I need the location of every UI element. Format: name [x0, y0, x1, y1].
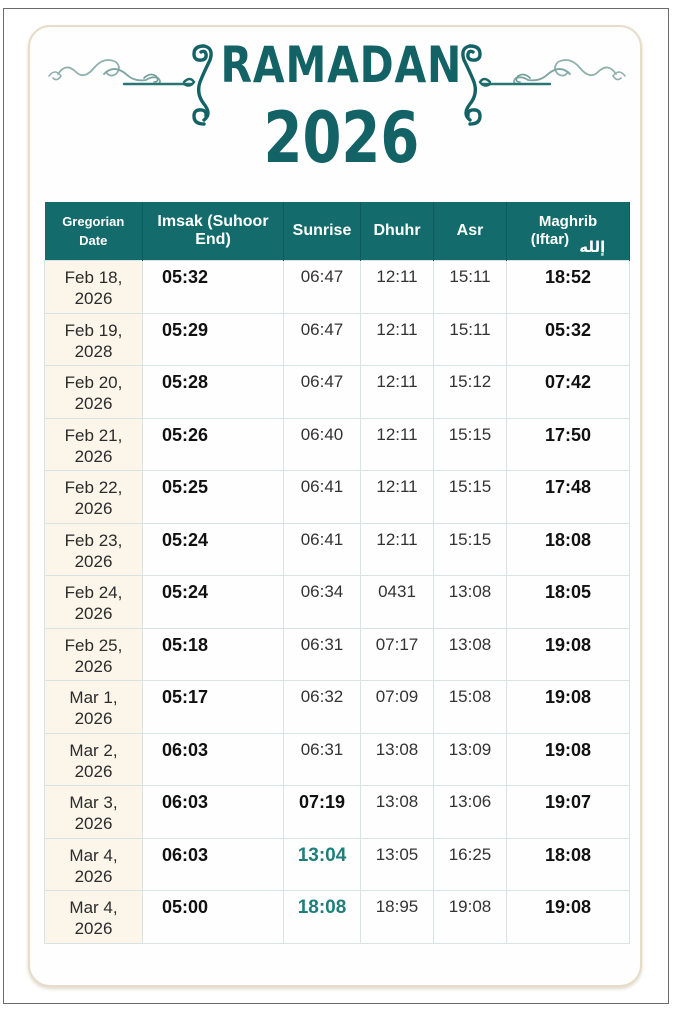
- sunrise-cell: 06:34: [284, 576, 361, 629]
- table-row: [45, 471, 630, 524]
- page-title: RAMADAN: [220, 36, 463, 94]
- date-cell: Feb 23, 2026: [45, 523, 143, 576]
- dhuhr-cell: 12:11: [361, 471, 434, 524]
- arabic-calligraphy-icon: إلله: [579, 239, 606, 256]
- imsak-cell: 05:18: [143, 628, 284, 681]
- asr-cell: 13:08: [434, 576, 507, 629]
- page-year: 2026: [263, 97, 420, 179]
- asr-cell: 15:15: [434, 471, 507, 524]
- header-label: Asr: [456, 222, 484, 239]
- asr-cell: 13:06: [434, 786, 507, 839]
- maghrib-cell: 18:52: [507, 261, 630, 314]
- table-row: [45, 418, 630, 471]
- column-header-dhuhr: [361, 202, 434, 261]
- imsak-cell: 05:28: [143, 366, 284, 419]
- imsak-cell: 05:32: [143, 261, 284, 314]
- imsak-cell: 05:25: [143, 471, 284, 524]
- dhuhr-cell: 13:08: [361, 733, 434, 786]
- asr-cell: 15:08: [434, 681, 507, 734]
- imsak-cell: 05:26: [143, 418, 284, 471]
- imsak-cell: 05:24: [143, 576, 284, 629]
- table-row: [45, 786, 630, 839]
- sunrise-cell: 06:40: [284, 418, 361, 471]
- date-cell: Mar 1, 2026: [45, 681, 143, 734]
- maghrib-cell: 18:08: [507, 523, 630, 576]
- column-header-maghrib: [507, 202, 630, 261]
- sunrise-cell: 18:08: [284, 891, 361, 944]
- date-cell: Feb 21, 2026: [45, 418, 143, 471]
- dhuhr-cell: 13:05: [361, 838, 434, 891]
- sunrise-cell: 06:32: [284, 681, 361, 734]
- maghrib-cell: 19:08: [507, 733, 630, 786]
- prayer-timetable: [44, 202, 629, 944]
- table-row: [45, 313, 630, 366]
- maghrib-cell: 19:08: [507, 681, 630, 734]
- table-row: [45, 891, 630, 944]
- maghrib-cell: 19:08: [507, 891, 630, 944]
- date-cell: Mar 3, 2026: [45, 786, 143, 839]
- imsak-cell: 05:24: [143, 523, 284, 576]
- maghrib-cell: 18:05: [507, 576, 630, 629]
- column-header-asr: [434, 202, 507, 261]
- header-label: Date: [79, 233, 108, 248]
- table-row: [45, 681, 630, 734]
- table-row: [45, 261, 630, 314]
- sunrise-cell: 06:41: [284, 523, 361, 576]
- asr-cell: 15:15: [434, 523, 507, 576]
- maghrib-cell: 07:42: [507, 366, 630, 419]
- sunrise-cell: 06:31: [284, 733, 361, 786]
- sunrise-cell: 06:47: [284, 261, 361, 314]
- date-cell: Feb 19, 2028: [45, 313, 143, 366]
- header-label: Imsak (Suhoor: [157, 213, 269, 230]
- maghrib-cell: 19:07: [507, 786, 630, 839]
- maghrib-cell: 17:48: [507, 471, 630, 524]
- maghrib-cell: 17:50: [507, 418, 630, 471]
- column-header-date: [45, 202, 143, 261]
- table-row: [45, 628, 630, 681]
- sunrise-cell: 07:19: [284, 786, 361, 839]
- sunrise-cell: 13:04: [284, 838, 361, 891]
- dhuhr-cell: 0431: [361, 576, 434, 629]
- dhuhr-cell: 07:09: [361, 681, 434, 734]
- date-cell: Mar 2, 2026: [45, 733, 143, 786]
- asr-cell: 19:08: [434, 891, 507, 944]
- header-label: Sunrise: [292, 222, 352, 239]
- title-block: [0, 36, 683, 179]
- table-header-row: [45, 202, 630, 261]
- imsak-cell: 06:03: [143, 733, 284, 786]
- date-cell: Feb 20, 2026: [45, 366, 143, 419]
- date-cell: Feb 25, 2026: [45, 628, 143, 681]
- asr-cell: 15:15: [434, 418, 507, 471]
- imsak-cell: 06:03: [143, 786, 284, 839]
- date-cell: Feb 24, 2026: [45, 576, 143, 629]
- maghrib-cell: 05:32: [507, 313, 630, 366]
- header-label: End): [195, 231, 231, 248]
- asr-cell: 13:08: [434, 628, 507, 681]
- imsak-cell: 05:00: [143, 891, 284, 944]
- asr-cell: 15:12: [434, 366, 507, 419]
- sunrise-cell: 06:41: [284, 471, 361, 524]
- imsak-cell: 05:29: [143, 313, 284, 366]
- date-cell: Mar 4, 2026: [45, 838, 143, 891]
- maghrib-cell: 18:08: [507, 838, 630, 891]
- table-row: [45, 366, 630, 419]
- dhuhr-cell: 07:17: [361, 628, 434, 681]
- dhuhr-cell: 12:11: [361, 366, 434, 419]
- sunrise-cell: 06:47: [284, 313, 361, 366]
- dhuhr-cell: 12:11: [361, 261, 434, 314]
- table-row: [45, 523, 630, 576]
- dhuhr-cell: 12:11: [361, 523, 434, 576]
- imsak-cell: 05:17: [143, 681, 284, 734]
- column-header-imsak: [143, 202, 284, 261]
- table-row: [45, 576, 630, 629]
- column-header-sunrise: [284, 202, 361, 261]
- asr-cell: 16:25: [434, 838, 507, 891]
- header-label: Dhuhr: [373, 222, 421, 239]
- date-cell: Mar 4, 2026: [45, 891, 143, 944]
- date-cell: Feb 22, 2026: [45, 471, 143, 524]
- table-row: [45, 733, 630, 786]
- sunrise-cell: 06:47: [284, 366, 361, 419]
- header-label: Maghrib: [538, 213, 598, 230]
- header-label: (Iftar): [530, 231, 570, 248]
- asr-cell: 13:09: [434, 733, 507, 786]
- dhuhr-cell: 12:11: [361, 418, 434, 471]
- asr-cell: 15:11: [434, 261, 507, 314]
- dhuhr-cell: 12:11: [361, 313, 434, 366]
- header-label: Gregorian: [62, 214, 125, 229]
- maghrib-cell: 19:08: [507, 628, 630, 681]
- imsak-cell: 06:03: [143, 838, 284, 891]
- date-cell: Feb 18, 2026: [45, 261, 143, 314]
- sunrise-cell: 06:31: [284, 628, 361, 681]
- table-row: [45, 838, 630, 891]
- dhuhr-cell: 13:08: [361, 786, 434, 839]
- dhuhr-cell: 18:95: [361, 891, 434, 944]
- asr-cell: 15:11: [434, 313, 507, 366]
